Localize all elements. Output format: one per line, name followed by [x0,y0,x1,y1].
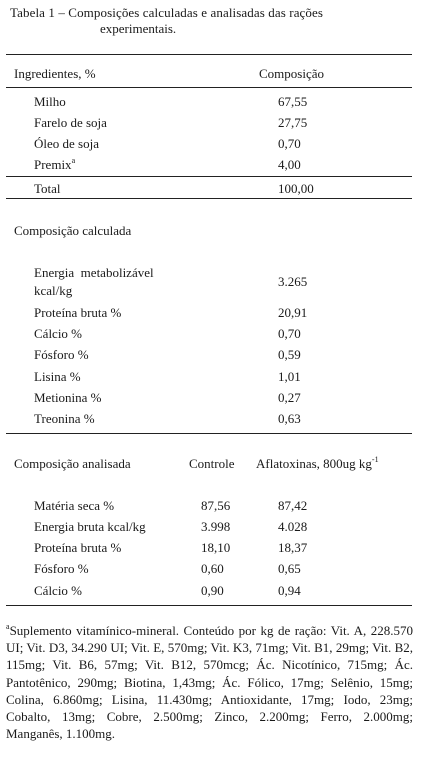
control-value: 3.998 [201,519,231,534]
footnote-marker: a [71,155,76,165]
analyzed-label: Cálcio % [34,583,83,598]
table-caption [10,5,415,37]
energy-value: 3.265 [278,274,308,289]
analyzed-heading: Composição analisada [14,456,131,471]
calculated-label: Treonina % [34,411,95,426]
aflatoxin-header-text: Aflatoxinas, 800ug kg [256,456,372,471]
total-value: 100,00 [278,181,314,196]
aflatoxin-value: 18,37 [278,540,308,555]
aflatoxin-value: 4.028 [278,519,308,534]
ingredients-header-label: Ingredientes, % [14,66,96,81]
unit-exponent: -1 [371,454,379,464]
calculated-label: Proteína bruta % [34,305,122,320]
control-value: 0,90 [201,583,224,598]
composition-header: Composição [259,66,324,81]
total-label: Total [34,181,61,196]
header-rule [6,87,412,88]
energy-label-line-2: kcal/kg [34,283,73,298]
control-value: 0,60 [201,561,224,576]
analyzed-label: Proteína bruta % [34,540,122,555]
aflatoxin-value: 0,65 [278,561,301,576]
control-value: 87,56 [201,498,231,513]
analyzed-label: Energia bruta kcal/kg [34,519,146,534]
ingredient-label [34,157,75,173]
calculated-heading: Composição calculada [14,223,132,238]
premix-text: Premix [34,157,72,172]
aflatoxin-column-header [256,456,379,472]
calculated-value: 1,01 [278,369,301,384]
ingredient-label: Milho [34,94,66,109]
footnote-marker: a [6,621,10,631]
calculated-label: Fósforo % [34,347,89,362]
ingredient-value: 0,70 [278,136,301,151]
calculated-value: 0,59 [278,347,301,362]
calculated-value: 0,70 [278,326,301,341]
calculated-label: Lisina % [34,369,81,384]
calculated-value: 0,63 [278,411,301,426]
ingredient-label: Farelo de soja [34,115,107,130]
energy-label-line-1: Energia metabolizável [34,265,154,280]
total-rule [6,176,412,177]
caption-line-1: Tabela 1 – Composições calculadas e analisadas das rações [10,5,324,20]
top-rule [6,54,412,55]
calculated-label: Metionina % [34,390,102,405]
calculated-value: 20,91 [278,305,308,320]
calculated-value: 0,27 [278,390,301,405]
footnote-text: Suplemento vitamínico-mineral. Conteúdo por kg de ração: Vit. A, 228.570 UI; Vit. D3, 34.290 UI; Vit. E, 570mg; Vit. K3, 71mg; Vit. B1, 29mg; Vit. B2, 115mg; Vit. B6, 57mg; Vit. B12, 570mcg; Ác. Nicotínico, 715mg; Ác. Pantotênico, 290mg; Biotina, 1,43mg; Ác. Fólico, 17mg; Selênio, 15mg; Colina, 6.860mg; Lisina, 11.430mg; Antioxidante, 17mg; Iodo, 23mg; Cobalto, 13mg; Cobre, 2.500mg; Zinco, 2.200mg; Ferro, 2.000mg; Manganês, 1.100mg. [6,623,413,742]
aflatoxin-value: 0,94 [278,583,301,598]
caption-line-2: experimentais. [100,21,177,36]
control-column-header: Controle [189,456,235,471]
analyzed-label: Fósforo % [34,561,89,576]
calculated-label: Cálcio % [34,326,83,341]
control-value: 18,10 [201,540,231,555]
section-rule [6,198,412,199]
aflatoxin-value: 87,42 [278,498,308,513]
section-rule [6,433,412,434]
ingredient-value: 4,00 [278,157,301,172]
ingredient-label: Óleo de soja [34,136,99,151]
footnote [6,622,413,742]
ingredient-value: 67,55 [278,94,308,109]
bottom-rule [6,605,412,606]
analyzed-label: Matéria seca % [34,498,115,513]
ingredient-value: 27,75 [278,115,308,130]
